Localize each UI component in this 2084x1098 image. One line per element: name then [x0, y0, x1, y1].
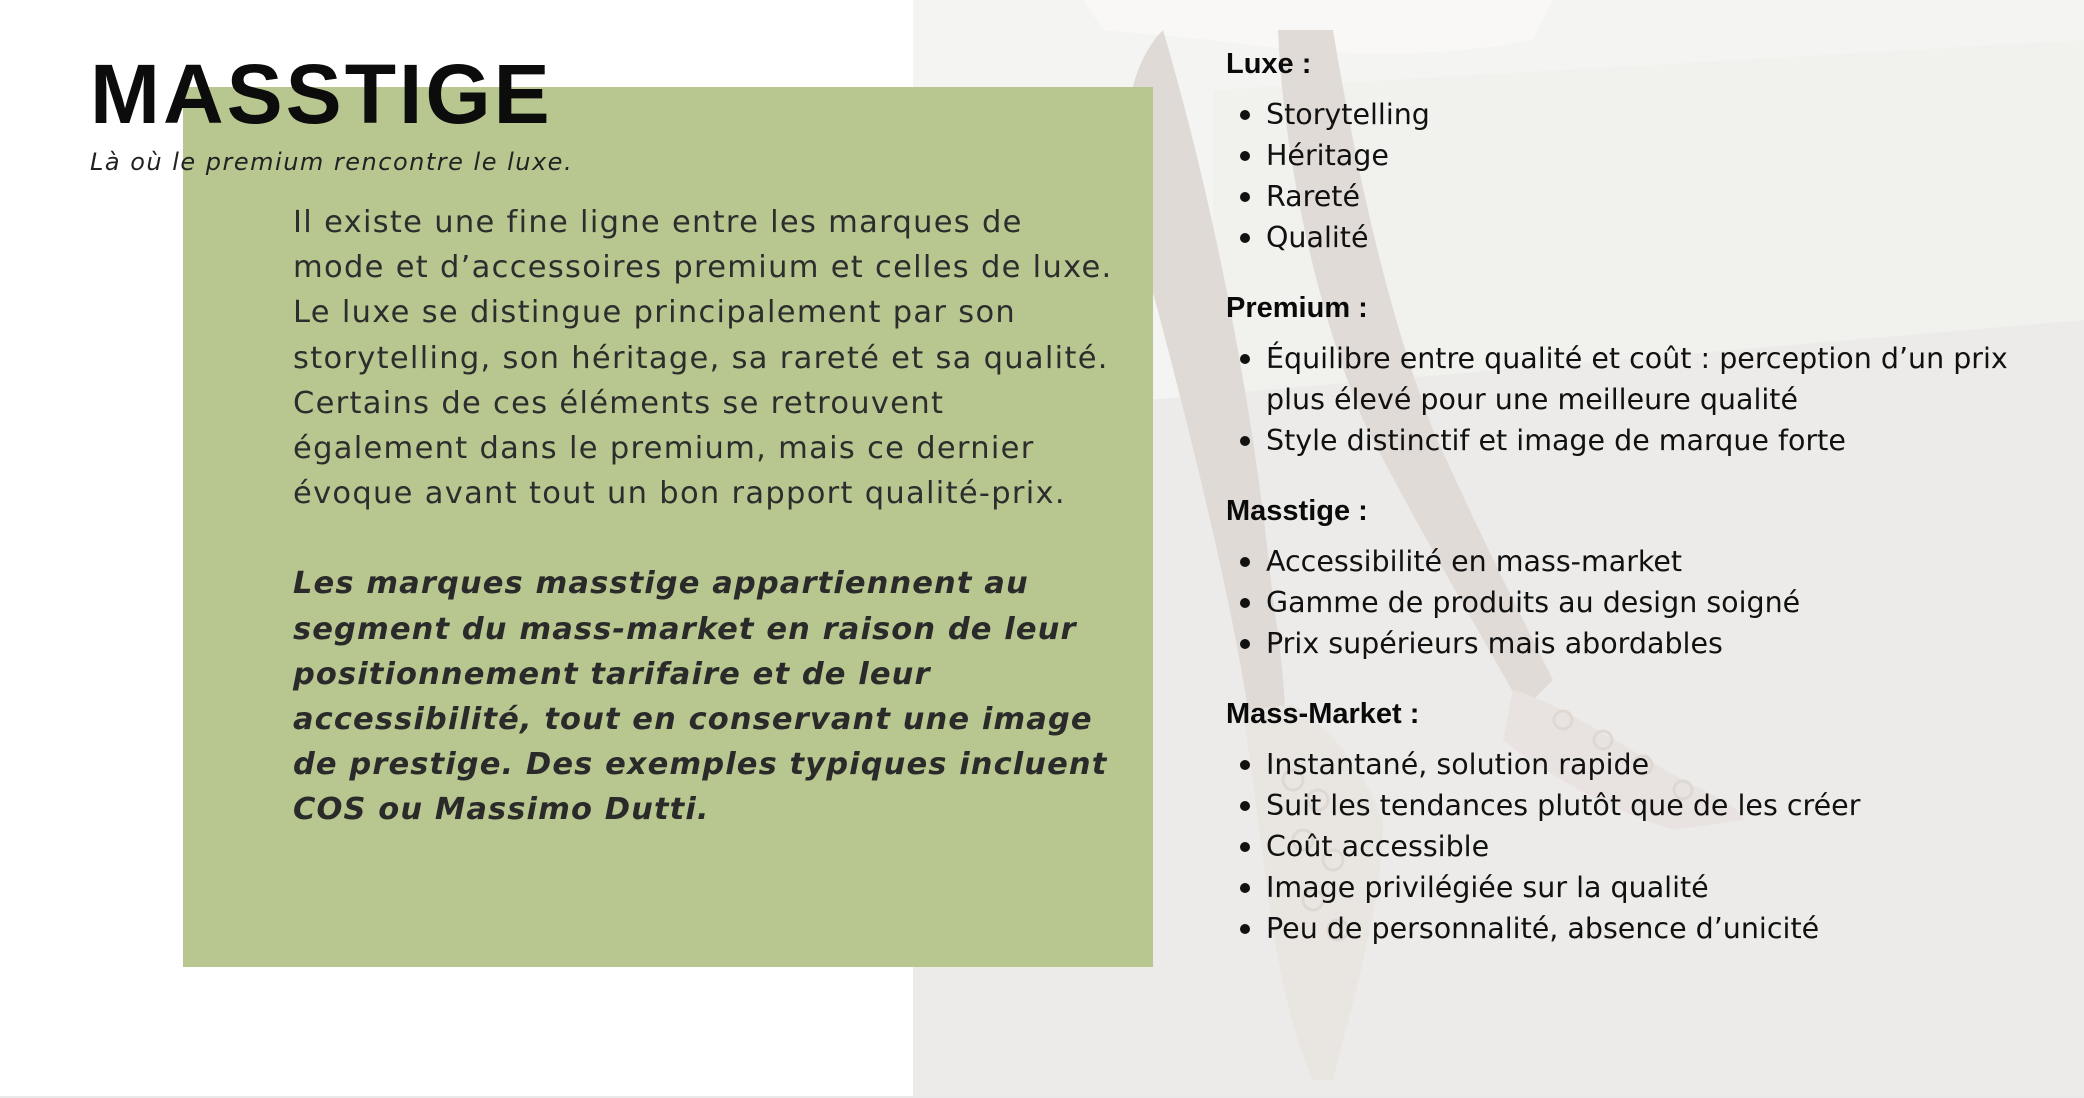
page-subtitle: Là où le premium rencontre le luxe. [90, 148, 574, 176]
list-item: Qualité [1226, 217, 2026, 258]
list-item: Rareté [1226, 176, 2026, 217]
segment-list [1226, 44, 2026, 979]
bullet-list [1226, 541, 2026, 664]
emphasis-paragraph: Les marques masstige appartiennent au segment du mass-market en raison de leur positionnement tarifaire et de leur accessibilité, tout en conservant une image de prestige. Des exemples typiques incluent COS ou Massimo Dutti. [293, 566, 1108, 828]
section-luxe [1226, 44, 2026, 258]
list-item: Accessibilité en mass-market [1226, 541, 2026, 582]
page-title: MASSTIGE [90, 47, 553, 141]
section-mass-market [1226, 694, 2026, 949]
list-item: Suit les tendances plutôt que de les créer [1226, 785, 2026, 826]
section-premium [1226, 288, 2026, 461]
section-heading: Luxe : [1226, 48, 1312, 80]
section-heading: Mass-Market : [1226, 698, 1420, 730]
list-item: Équilibre entre qualité et coût : perception d’un prix plus élevé pour une meilleure qualité [1226, 338, 2026, 420]
list-item: Style distinctif et image de marque forte [1226, 420, 2026, 461]
list-item: Coût accessible [1226, 826, 2026, 867]
list-item: Instantané, solution rapide [1226, 744, 2026, 785]
bullet-list [1226, 744, 2026, 949]
section-heading: Masstige : [1226, 495, 1368, 527]
list-item: Prix supérieurs mais abordables [1226, 623, 2026, 664]
bullet-list [1226, 94, 2026, 258]
list-item: Peu de personnalité, absence d’unicité [1226, 908, 2026, 949]
card-text [293, 200, 1113, 833]
intro-paragraph: Il existe une fine ligne entre les marques de mode et d’accessoires premium et celles de luxe. Le luxe se distingue principalement par son storytelling, son héritage, sa rareté et sa qualité. Certains de ces éléments se retrouvent également dans le premium, mais ce dernier évoque avant tout un bon rapport qualité-prix. [293, 205, 1113, 512]
bullet-list [1226, 338, 2026, 461]
section-heading: Premium : [1226, 292, 1368, 324]
list-item: Héritage [1226, 135, 2026, 176]
list-item: Gamme de produits au design soigné [1226, 582, 2026, 623]
section-masstige [1226, 491, 2026, 664]
list-item: Storytelling [1226, 94, 2026, 135]
list-item: Image privilégiée sur la qualité [1226, 867, 2026, 908]
